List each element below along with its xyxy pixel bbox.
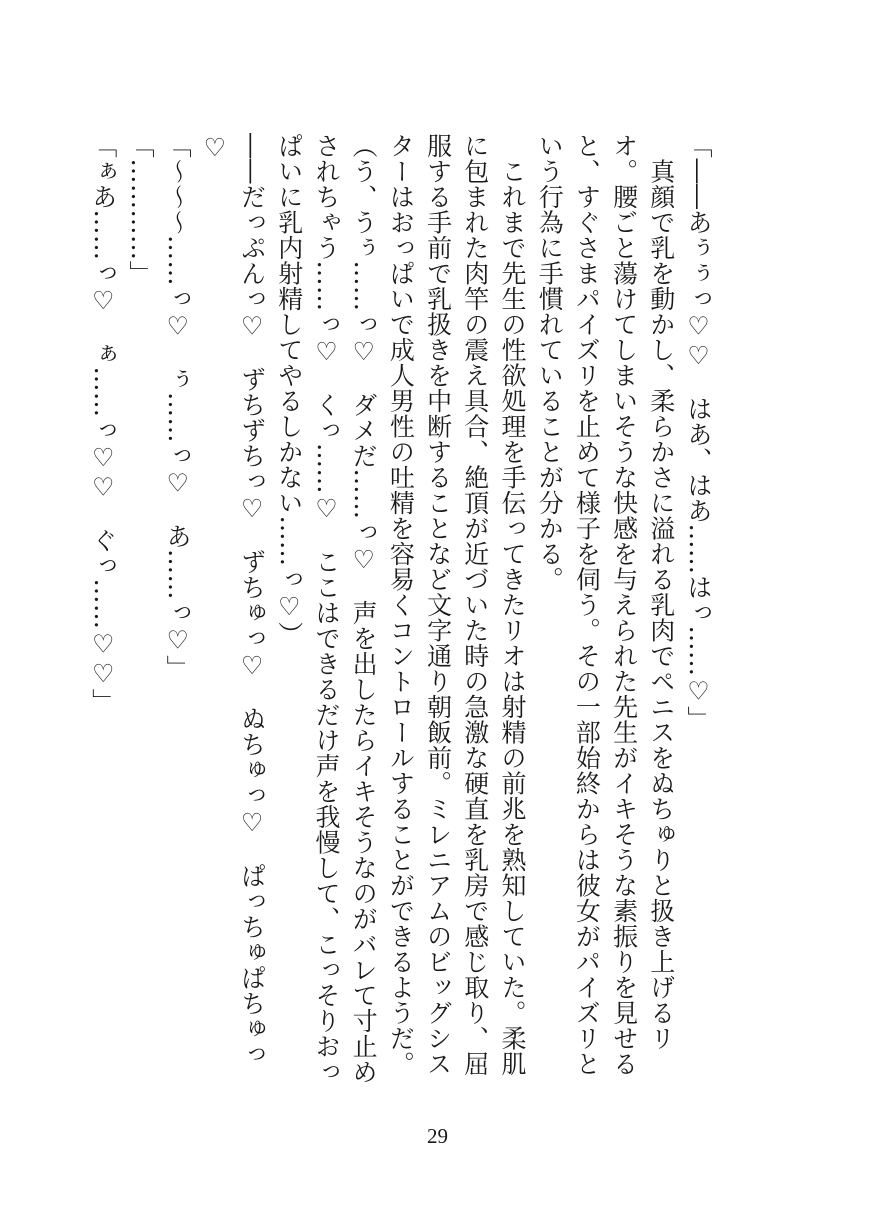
paragraph-8: 「ぁあ……っ♡ ぁ……っ♡♡ ぐっ……♡♡」 bbox=[88, 133, 118, 714]
vertical-text-body bbox=[85, 133, 717, 1093]
page-number: 29 bbox=[427, 1124, 448, 1148]
paragraph-2: 真顔で乳を動かし、柔らかさに溢れる乳肉でペニスをぬちゅりと扱き上げるリオ。腰ごと蕩けてしまいそうな快感を与えられた先生がイキそうな素振りを見せると、すぐさまパイズリを止めて様子を伺う。その一部始終からは彼女がパイズリという行為に手慣れていることが分かる。 bbox=[535, 133, 676, 1077]
paragraph-3: これまで先生の性欲処理を手伝ってきたリオは射精の前兆を熟知していた。柔肌に包まれた肉竿の震え具合、絶頂が近づいた時の急激な硬直を乳房で感じ取り、屈服する手前で乳扱きを中断することなど文字通り朝飯前。ミレニアムのビッグシスターはおっぱいで成人男性の吐精を容易くコントロールすることができるようだ。 bbox=[386, 133, 527, 1077]
paragraph-6: 「～～～……っ♡ ぅ……っ♡ あ……っ♡」 bbox=[163, 133, 193, 681]
paragraph-7: 「…………」 bbox=[125, 133, 155, 286]
paragraph-4: （う、うぅ……っ♡ ダメだ……っ♡ 声を出したらイキそうなのがバレて寸止めされちゃう……っ♡ くっ……♡ ここはできるだけ声を我慢して、こっそりおっぱいに乳内射精してやるしかない……っ♡） bbox=[274, 133, 379, 1085]
paragraph-1: 「――あぅぅっ♡♡ はあ、はあ……はっ……♡」 bbox=[684, 133, 713, 732]
paragraph-5: ――だっぷんっ♡ ずちずちっ♡ ずちゅっ♡ ぬちゅっ♡ ぱっちゅぱちゅっ♡ bbox=[200, 133, 267, 1067]
